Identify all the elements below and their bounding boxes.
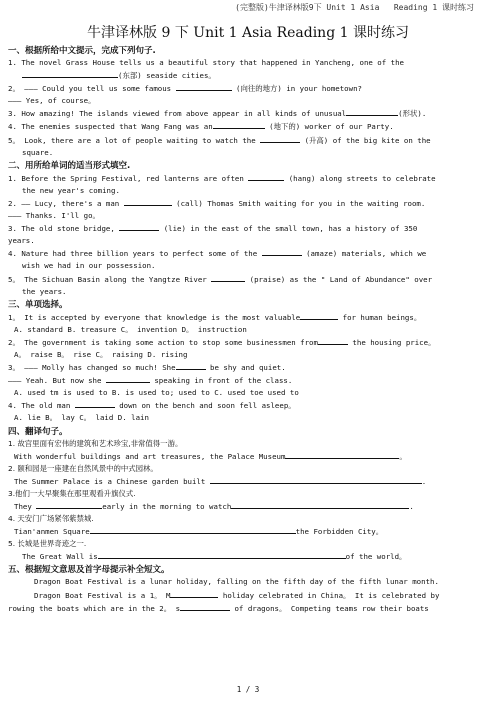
- answer-blank[interactable]: [106, 374, 150, 383]
- s3-text: 3。 ——— Molly has changed so much! She: [8, 363, 176, 373]
- s2-text: (call) Thomas Smith waiting for you in the waiting room.: [176, 198, 426, 208]
- answer-blank[interactable]: [318, 336, 348, 345]
- page-title: 牛津译林版 9 下 Unit 1 Asia Reading 1 课时练习: [87, 25, 409, 41]
- s4-chinese: 2. 颐和园是一座建在自然风景中的中式园林。: [8, 463, 158, 473]
- section-3-heading: 三、单项选择。: [8, 299, 68, 310]
- s4-chinese: 1. 故宫里面有宏伟的建筑和艺术珍宝,非常值得一游。: [8, 438, 183, 448]
- s2-line: years.: [8, 236, 35, 246]
- s3-text: ——— Yeah. But now she: [8, 376, 102, 386]
- s3-options: A. used tm is used to B. is used to; used to C. used toe used to: [14, 388, 299, 398]
- s5-text: rowing the boats which are in the 2。 s: [8, 603, 181, 613]
- s5-line: [8, 602, 488, 615]
- s4-text: .: [409, 502, 414, 511]
- s5-line: [8, 589, 488, 602]
- s4-text: They: [14, 502, 32, 511]
- s5-text: Dragon Boat Festival is a 1。 M: [34, 590, 171, 600]
- s4-text: .: [421, 476, 427, 486]
- s4-text: early in the morning to watch: [102, 502, 232, 511]
- s1-line: [8, 134, 488, 147]
- s1-text: 3. How amazing! The islands viewed from above appear in all kinds of unusual: [8, 109, 347, 119]
- s4-text: With wonderful buildings and art treasures, the Palace Museum: [14, 451, 286, 461]
- s1-text: (地下的) worker of our Party.: [269, 122, 394, 132]
- section-2-heading: 二、用所给单词的适当形式填空.: [8, 160, 131, 171]
- s1-text: 2。 ——— Could you tell us some famous: [8, 84, 172, 94]
- s2-text: (amaze) materials, which we: [306, 249, 427, 259]
- answer-blank[interactable]: [248, 172, 284, 181]
- s4-text: The Great Wall is: [22, 552, 98, 562]
- s1-line: 1. The novel Grass House tells us a beautiful story that happened in Yancheng, one of the: [8, 58, 405, 67]
- answer-blank[interactable]: [180, 602, 230, 611]
- s1-line: [8, 82, 488, 95]
- s2-text: 5。 The Sichuan Basin along the Yangtze River: [8, 274, 207, 284]
- s3-text: the housing price。: [352, 337, 436, 347]
- s4-english: [8, 525, 488, 538]
- s4-text: the Forbidden City。: [295, 527, 384, 537]
- s3-question: [8, 399, 488, 412]
- s2-line: [8, 197, 488, 210]
- answer-blank[interactable]: [170, 589, 218, 598]
- section-1-heading: 一、根据所给中文提示，完成下列句子.: [8, 46, 156, 56]
- s4-english: [8, 450, 488, 463]
- answer-blank[interactable]: [22, 69, 118, 78]
- s2-line: the years.: [22, 286, 67, 296]
- s3-text: 4. The old man: [8, 401, 71, 411]
- s4-english: [8, 475, 488, 488]
- answer-blank[interactable]: [210, 475, 422, 484]
- answer-blank[interactable]: [176, 82, 232, 91]
- s1-text: (升高) of the big kite on the: [304, 135, 431, 145]
- answer-blank[interactable]: [90, 525, 296, 534]
- s1-text: (东部) seaside cities。: [118, 71, 216, 81]
- s4-english: [8, 550, 488, 563]
- s1-text: 4. The enemies suspected that Wang Fang was an: [8, 122, 213, 132]
- s2-line: [8, 273, 488, 286]
- answer-blank[interactable]: [213, 120, 265, 129]
- s3-text: speaking in front of the class.: [154, 376, 293, 386]
- s4-text: Tian'anmen Square: [14, 527, 90, 537]
- s4-chinese: 4. 天安门广场紧邻紫禁城.: [8, 514, 94, 524]
- s1-line: [8, 69, 488, 82]
- s2-text: (praise) as the " Land of Abundance" over: [249, 274, 433, 284]
- s2-line: [8, 247, 488, 260]
- answer-blank[interactable]: [119, 222, 159, 231]
- answer-blank[interactable]: [300, 311, 338, 320]
- s4-text: The Summer Palace is a Chinese garden built: [14, 476, 206, 486]
- s3-options: A. standard B. treasure C。 invention D。 instruction: [14, 324, 247, 334]
- s2-line: wish we had in our possession.: [22, 261, 156, 271]
- answer-blank[interactable]: [36, 500, 102, 509]
- s4-chinese: 3.他们一大早聚集在那里观看升旗仪式.: [8, 488, 136, 498]
- s2-text: 3. The old stone bridge,: [8, 224, 115, 234]
- section-5-heading: 五、根据短文意思及首字母提示补全短文。: [8, 565, 170, 576]
- s2-line: ——— Thanks. I'll go。: [8, 211, 100, 221]
- answer-blank[interactable]: [346, 107, 398, 116]
- s1-line: [8, 120, 488, 133]
- s2-line: the new year's coming.: [22, 185, 120, 195]
- s3-text: for human beings。: [342, 312, 422, 322]
- s5-text: of dragons。 Competing teams row their boats: [234, 603, 429, 613]
- s3-text: 1。 It is accepted by everyone that knowledge is the most valuable: [8, 312, 301, 322]
- answer-blank[interactable]: [260, 134, 300, 143]
- s1-text: (向往的地方) in your hometown?: [236, 84, 362, 94]
- answer-blank[interactable]: [231, 500, 409, 509]
- answer-blank[interactable]: [285, 450, 399, 459]
- s3-question: [8, 336, 488, 349]
- s3-options: A. lie B。 lay C。 laid D. lain: [14, 413, 149, 423]
- s3-question: [8, 374, 488, 387]
- answer-blank[interactable]: [75, 399, 115, 408]
- s3-question: [8, 311, 488, 324]
- s1-text: (形状).: [398, 109, 427, 119]
- s4-text: 。: [399, 451, 407, 461]
- s2-text: 4. Nature had three billion years to perfect some of the: [8, 249, 258, 259]
- s3-options: A。 raise B。 rise C。 raising D. rising: [14, 349, 188, 359]
- s3-text: be shy and quiet.: [210, 363, 286, 373]
- answer-blank[interactable]: [176, 361, 206, 370]
- answer-blank[interactable]: [211, 273, 245, 282]
- section-4-heading: 四、翻译句子。: [8, 426, 68, 437]
- s5-text: holiday celebrated in China。 It is celebrated by: [222, 590, 440, 600]
- s2-text: (hang) along streets to celebrate: [288, 173, 436, 183]
- s4-text: of the world。: [345, 552, 407, 562]
- s3-question: [8, 361, 488, 374]
- running-head: (完整版)牛津译林版9下 Unit 1 Asia Reading 1 课时练习: [235, 3, 474, 12]
- s3-text: 2。 The government is taking some action to stop some businessmen from: [8, 337, 318, 347]
- answer-blank[interactable]: [124, 197, 172, 206]
- answer-blank[interactable]: [98, 550, 346, 559]
- s1-text: 5。 Look, there are a lot of people waiting to watch the: [8, 135, 256, 145]
- page-number: 1 / 3: [236, 685, 260, 694]
- s2-line: [8, 222, 488, 235]
- exercise-body: [8, 44, 488, 615]
- s3-text: down on the bench and soon fell asleep。: [119, 401, 296, 411]
- s1-line: square.: [22, 147, 54, 157]
- s2-text: (lie) in the east of the small town, has a history of 350: [163, 224, 418, 234]
- s1-line: [8, 107, 488, 120]
- s1-line: ——— Yes, of course。: [8, 96, 96, 106]
- answer-blank[interactable]: [262, 247, 302, 256]
- s2-text: 2. —— Lucy, there's a man: [8, 198, 120, 208]
- s4-chinese: 5. 长城是世界奇迹之一.: [8, 539, 87, 549]
- s2-line: [8, 172, 488, 185]
- s5-line: Dragon Boat Festival is a lunar holiday, falling on the fifth day of the fifth lunar month.: [34, 577, 439, 587]
- s4-english: [8, 500, 488, 513]
- s2-text: 1. Before the Spring Festival, red lanterns are often: [8, 173, 244, 183]
